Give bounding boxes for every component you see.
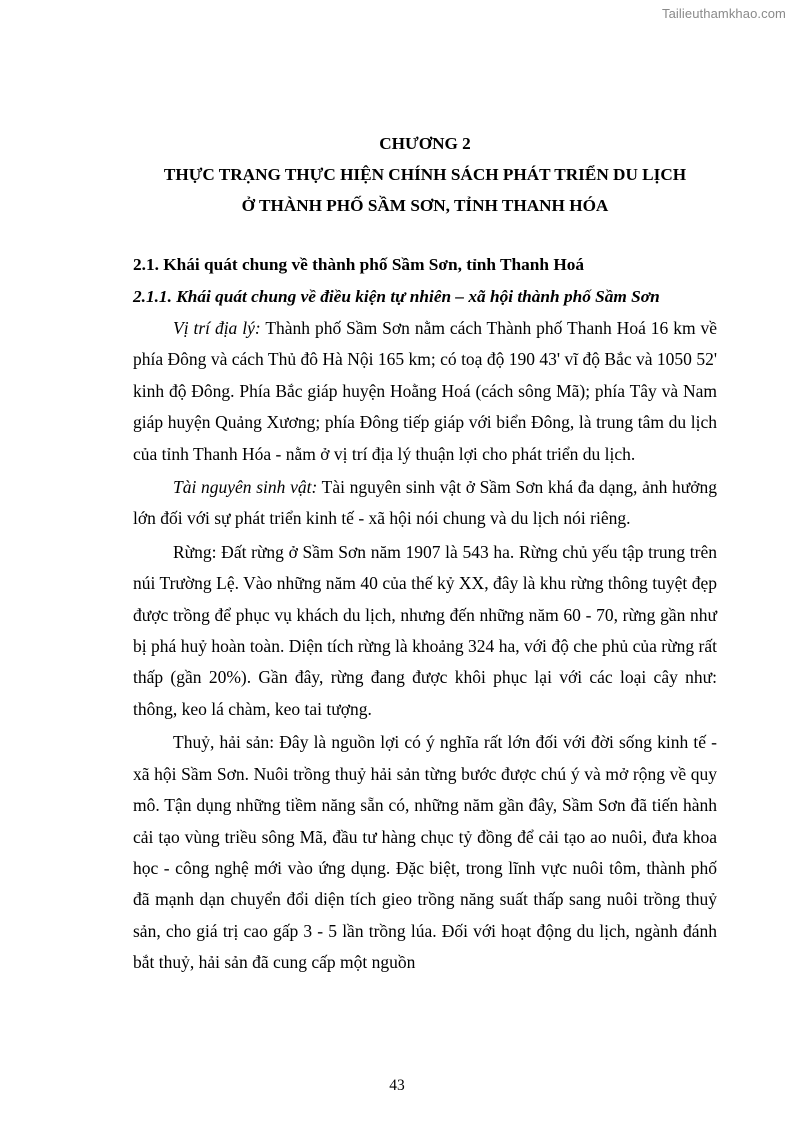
chapter-title-line-2: Ở THÀNH PHỐ SẦM SƠN, TỈNH THANH HÓA — [241, 196, 609, 215]
paragraph-biological-resources-text: Tài nguyên sinh vật ở Sầm Sơn khá đa dạng, ảnh hưởng lớn đối với sự phát triển kinh tế - xã hội nói chung và du lịch nói riêng. — [133, 477, 718, 529]
paragraph-forest: Rừng: Đất rừng ở Sầm Sơn năm 1907 là 543 ha. Rừng chủ yếu tập trung trên núi Trường Lệ. Vào những năm 40 của thế kỷ XX, đây là khu rừng thông tuyệt đẹp được trồng để phục vụ khách du lịch, nhưng đến những năm 60 - 70, rừng gần như bị phá huỷ hoàn toàn. Diện tích rừng là khoảng 324 ha, với độ che phủ của rừng rất thấp (gần 20%). Gần đây, rừng đang được khôi phục lại với các loại cây như: thông, keo lá chàm, keo tai tượng. — [133, 541, 717, 719]
page-content — [133, 128, 717, 979]
chapter-number: CHƯƠNG 2 — [379, 134, 471, 153]
paragraph-location-text: Thành phố Sầm Sơn nằm cách Thành phố Thanh Hoá 16 km về phía Đông và cách Thủ đô Hà Nội 165 km; có toạ độ 190 43' vĩ độ Bắc và 1050 52' kinh độ Đông. Phía Bắc giáp huyện Hoằng Hoá (cách sông Mã); phía Tây và Nam giáp huyện Quảng Xương; phía Đông tiếp giáp với biển Đông, là trung tâm du lịch của tỉnh Thanh Hóa - nằm ở vị trí địa lý thuận lợi cho phát triển du lịch. — [133, 318, 718, 464]
subsection-heading: 2.1.1. Khái quát chung về điều kiện tự nhiên – xã hội thành phố Sầm Sơn — [133, 287, 660, 306]
watermark: Tailieuthamkhao.com — [661, 6, 786, 21]
paragraph-biological-resources — [133, 472, 717, 535]
paragraph-location — [133, 313, 717, 470]
page-number: 43 — [389, 1077, 405, 1094]
chapter-title-line-1: THỰC TRẠNG THỰC HIỆN CHÍNH SÁCH PHÁT TRIỂN DU LỊCH — [163, 165, 687, 184]
paragraph-biological-resources-label: Tài nguyên sinh vật: — [173, 477, 318, 498]
section-heading: 2.1. Khái quát chung về thành phố Sầm Sơn, tỉnh Thanh Hoá — [133, 255, 585, 274]
paragraph-seafood: Thuỷ, hải sản: Đây là nguồn lợi có ý nghĩa rất lớn đối với đời sống kinh tế - xã hội Sầm Sơn. Nuôi trồng thuỷ hải sản từng bước được chú ý và mở rộng về quy mô. Tận dụng những tiềm năng sẵn có, những năm gần đây, Sầm Sơn đã tiến hành cải tạo vùng triều sông Mã, đầu tư hàng chục tỷ đồng để cải tạo ao nuôi, đưa khoa học - công nghệ mới vào ứng dụng. Đặc biệt, trong lĩnh vực nuôi tôm, thành phố đã mạnh dạn chuyển đổi diện tích gieo trồng năng suất thấp sang nuôi trồng thuỷ sản, cho giá trị cao gấp 3 - 5 lần trồng lúa. Đối với hoạt động du lịch, ngành đánh bắt thuỷ, hải sản đã cung cấp một nguồn — [133, 732, 717, 973]
paragraph-location-label: Vị trí địa lý: — [173, 318, 261, 338]
chapter-heading — [133, 128, 717, 221]
